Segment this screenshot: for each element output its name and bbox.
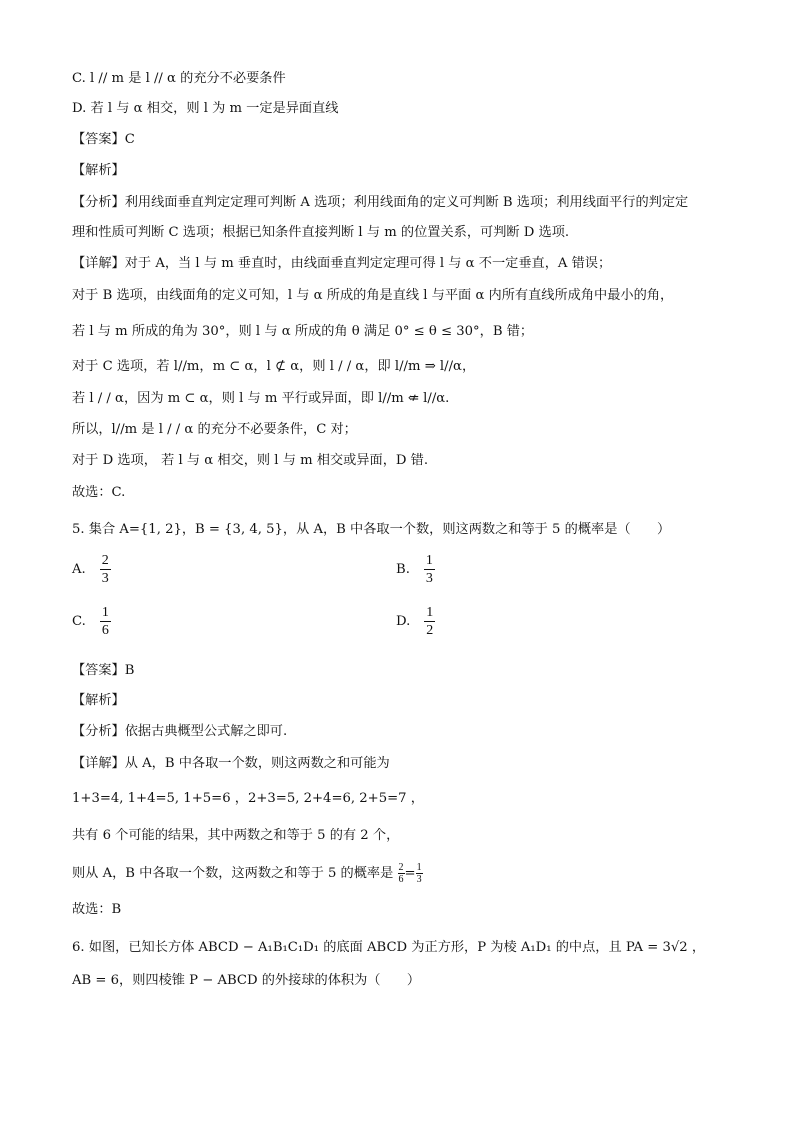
analysis-heading-q4: 【解析】 [72,163,125,178]
option-label: A. [72,562,86,577]
detail-line-1: 【详解】对于 A，当 l 与 m 垂直时，由线面垂直判定定理可得 l 与 α 不一定垂直，A 错误； [72,256,612,271]
option-label: D. [396,614,411,629]
detail-line-5: 若 l / / α，因为 m ⊂ α，则 l 与 m 平行或异面，即 l//m ⇍ l//α. [72,391,450,406]
option-label: C. [72,614,86,629]
equals-sign: = [404,866,416,881]
result-fraction-1: $\frac{2}{6}$ [398,862,404,885]
choice-q5: 故选：B [72,902,122,917]
option-d-q4: D. 若 l 与 α 相交，则 l 为 m 一定是异面直线 [72,101,339,116]
detail-line-6: 所以，l//m 是 l / / α 的充分不必要条件，C 对； [72,422,357,437]
detail-q5-line-4: 则从 A，B 中各取一个数，这两数之和等于 5 的概率是 $\frac{2}{6}$ = $\frac{1}{3}$ [72,862,422,885]
detail-q5-line-1: 【详解】从 A，B 中各取一个数，则这两数之和可能为 [72,756,390,771]
detail-q5-line-3: 共有 6 个可能的结果，其中两数之和等于 5 的有 2 个， [72,828,400,843]
detail-line-2: 对于 B 选项，由线面角的定义可知，l 与 α 所成的角是直线 l 与平面 α 内所有直线所成角中最小的角， [72,288,674,303]
option-c-q4: C. l // m 是 l // α 的充分不必要条件 [72,71,286,86]
question-6-line-2: AB = 6，则四棱锥 P − ABCD 的外接球的体积为（ ） [72,973,421,988]
analysis-heading-q5: 【解析】 [72,693,125,708]
option-a-q5 [72,552,111,587]
option-fraction: $\frac{1}{3}$ [425,553,433,586]
option-fraction: $\frac{1}{6}$ [101,605,109,638]
answer-q5: 【答案】B [72,663,135,678]
option-b-q5 [396,552,435,587]
option-label: B. [396,562,410,577]
analysis-line-2: 理和性质可判断 C 选项；根据已知条件直接判断 l 与 m 的位置关系，可判断 D 选项. [72,225,570,240]
detail-line-7: 对于 D 选项， 若 l 与 α 相交，则 l 与 m 相交或异面，D 错. [72,453,429,468]
result-fraction-2: $\frac{1}{3}$ [416,862,422,885]
analysis-q5: 【分析】依据古典概型公式解之即可. [72,724,288,739]
option-fraction: $\frac{1}{2}$ [426,605,434,638]
option-c-q5 [72,604,111,639]
detail-line-3: 若 l 与 m 所成的角为 30°，则 l 与 α 所成的角 θ 满足 0° ≤ θ ≤ 30°，B 错； [72,324,534,339]
question-6-line-1: 6. 如图，已知长方体 ABCD − A₁B₁C₁D₁ 的底面 ABCD 为正方形，P 为棱 A₁D₁ 的中点，且 PA = 3√2 ， [72,940,706,955]
choice-q4: 故选：C. [72,485,126,500]
answer-q4: 【答案】C [72,132,135,147]
analysis-line-1: 【分析】利用线面垂直判定定理可判断 A 选项；利用线面角的定义可判断 B 选项；利用线面平行的判定定 [72,195,689,210]
option-fraction: $\frac{2}{3}$ [101,553,109,586]
option-d-q5 [396,604,435,639]
question-5: 5. 集合 A={1, 2}，B = {3, 4, 5}，从 A，B 中各取一个数，则这两数之和等于 5 的概率是（ ） [72,522,671,537]
detail-q5-line-2: 1+3=4, 1+4=5, 1+5=6 ，2+3=5, 2+4=6, 2+5=7 ， [72,791,424,806]
detail-line-4: 对于 C 选项，若 l//m，m ⊂ α，l ⊄ α，则 l / / α，即 l//m ⇒ l//α， [72,359,476,374]
